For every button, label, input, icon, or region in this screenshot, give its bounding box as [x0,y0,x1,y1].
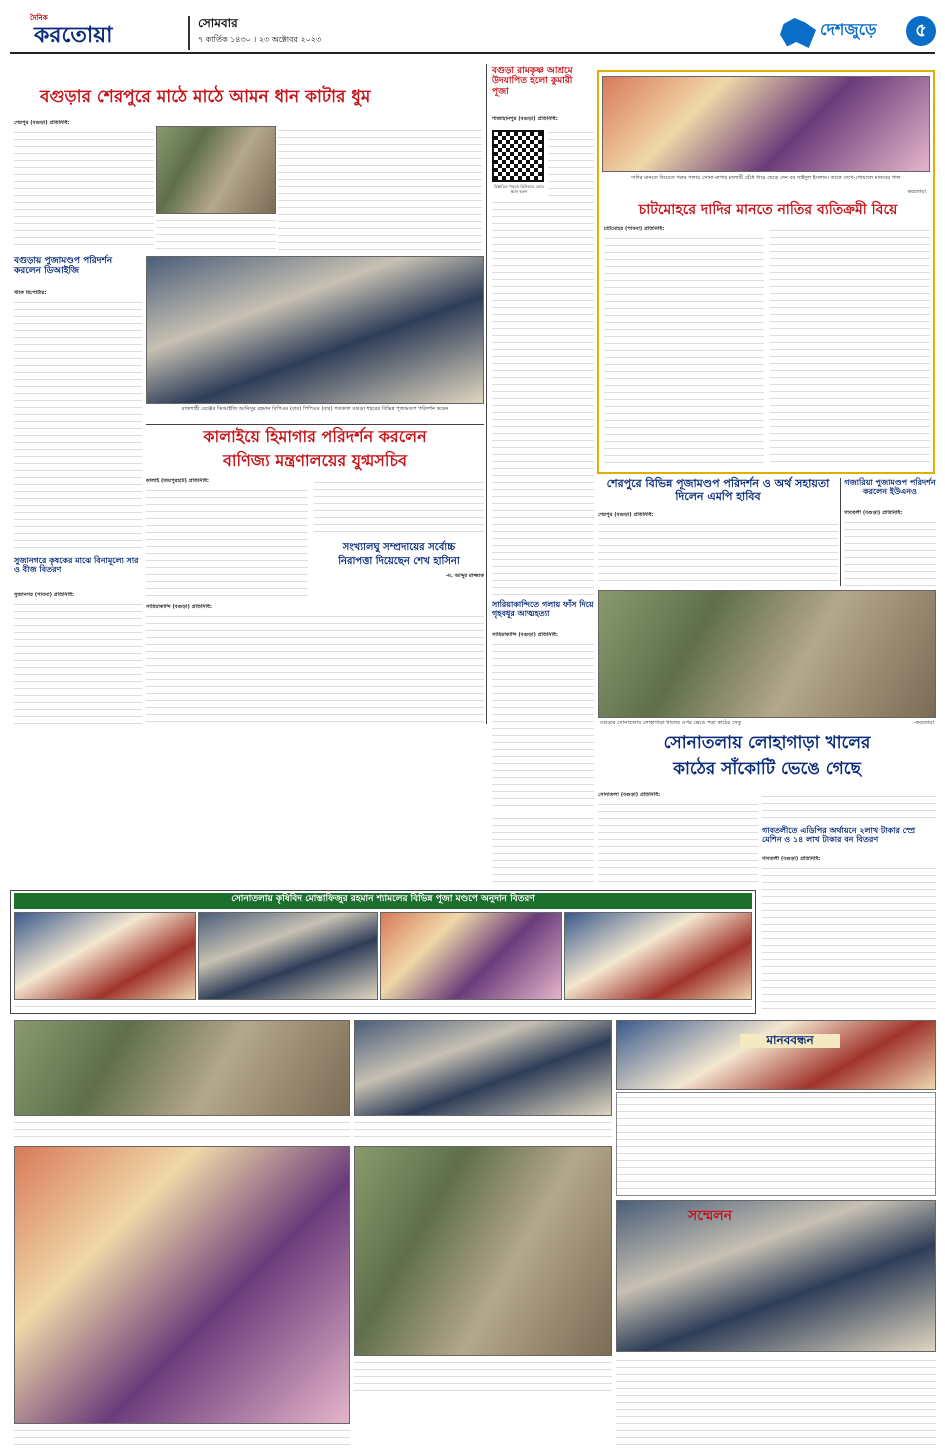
article-body [762,864,936,1014]
article-photo [598,590,936,718]
article-headline: কালাইয়ে হিমাগার পরিদর্শন করলেন [203,427,427,446]
column-divider [840,478,841,586]
masthead-divider [188,16,190,50]
article-dateline: গাবতলী (বগুড়া) প্রতিনিধি: [844,510,903,516]
article-headline: চাটমোহরে দাদির মানতে নাতির ব্যতিক্রমী বিয়ে [638,202,898,218]
article-body [492,640,594,810]
article-headline: বগুড়ার শেরপুরে মাঠে মাঠে আমন ধান কাটার ধুম [40,87,371,107]
article-body [14,128,154,250]
banner-title: সোনাতলায় কৃষিবিদ মোস্তাফিজুর রহমান শ্যামলের বিভিন্ন পূজা মণ্ডপে অনুদান বিতরণ [231,894,535,904]
newspaper-logo [30,14,170,50]
article-photo [198,912,378,1000]
article-headline: বগুড়া রামকৃষ্ণ আশ্রমে উদযাপিত হলো কুমারী পূজা [492,66,573,97]
article-dateline: গাবতলী (বগুড়া) প্রতিনিধি: [762,856,821,862]
issue-date: ৭ কার্তিক ১৪৩০ । ২৩ অক্টোবর ২০২৩ [198,35,322,44]
column-divider [486,64,487,724]
article-photo [616,1020,936,1090]
article-body [146,612,484,724]
photo-caption: বগুড়ার সোনাতলায় লোহাগাড়া খালের ওপর ভেঙে পড়া কাঠের সেতু [600,720,742,726]
article-body [598,800,758,886]
article-headline: সংখ্যালঘু সম্প্রদায়ের সর্বোচ্চ [342,542,456,553]
article-dateline: কালাই (জয়পুরহাট) প্রতিনিধি: [146,478,209,484]
article-dateline: শেরপুর (বগুড়া) প্রতিনিধি: [598,512,654,518]
photo-caption-text [616,1356,936,1446]
day-name: সোমবার [198,16,238,30]
article-photo [354,1146,612,1356]
article-body [314,478,484,536]
masthead [10,10,935,54]
article-body [598,520,838,586]
article-dateline: সোনাতলা (বগুড়া) প্রতিনিধি: [598,792,661,798]
photo-caption-text [14,1426,350,1446]
banner-text: সম্মেলন [687,1208,733,1224]
article-body [604,234,764,468]
article-photo [354,1020,612,1116]
article-dateline: স্টাফ রিপোর্টার: [14,290,47,296]
article-dateline: শাজাহানপুর (বগুড়া) প্রতিনিধি: [492,116,558,122]
article-photo [14,1020,350,1116]
article-body [146,486,308,602]
article-body [770,226,930,468]
bangladesh-map-icon [780,18,816,48]
section-badge [780,14,940,50]
article-body [492,198,594,596]
photo-caption-text [14,1118,350,1142]
photo-caption-text [354,1358,612,1394]
page-number: ৫ [906,16,936,46]
photo-caption-text [616,1092,936,1196]
article-headline: গজারিয়া পুজামণ্ডপ পরিদর্শন করলেন ইউএনও [844,477,936,497]
article-body [844,518,936,586]
banner-text: মানববন্ধন [740,1034,840,1048]
article-body [14,600,142,724]
photo-caption-text [354,1118,612,1142]
section-name: দেশজুড়ে [820,20,877,39]
article-body [14,298,142,550]
article-body [156,216,276,250]
photo-caption: রাজশাহী রেঞ্জের ডিআইজি আনিসুর রহমান বিপিএম (বার) পিপিএম (বার) গতকাল বগুড়া শহরের বিভিন্ন পূজামণ্ডপ পরিদর্শন করেন [181,406,449,412]
article-photo [602,76,930,172]
logo-name: করতোয়া [34,22,113,48]
article-headline: সুজানগরে কৃষকের মাঝে বিনামূল্যে সার ও বীজ বিতরণ [14,555,139,575]
article-body [762,792,936,822]
article-body [492,814,594,886]
article-dateline: চাটমোহর (পাবনা) প্রতিনিধি: [604,226,665,232]
qr-caption: বিস্তারিত পড়তে কিউআর কোড স্ক্যান করুন [493,184,545,195]
article-dateline: সুজানগর (পাবনা) প্রতিনিধি: [14,592,75,598]
article-photo [14,912,196,1000]
article-dateline: শেরপুর (বগুড়া) প্রতিনিধি: [14,120,70,126]
article-body [278,126,482,250]
article-headline: সারিয়াকান্দিতে গলায় ফাঁস দিয়ে গৃহবধূর আত্মহত্যা [492,599,594,619]
article-photo [14,1146,350,1424]
qr-code-icon[interactable] [492,130,544,182]
article-headline: শেরপুরে বিভিন্ন পূজামণ্ডপ পরিদর্শন ও অর্থ সহায়তা দিলেন এমপি হাবিব [606,477,830,503]
article-body [548,128,594,196]
photo-credit: করতোয়া [907,189,926,195]
article-photo [564,912,752,1000]
article-headline: কাঠের সাঁকোটি ভেঙে গেছে [673,759,861,779]
photo-credit: -করতোয়া [913,720,934,726]
photo-caption: দাদির মানতে বিয়েতে গরুর গলায় সোনা-রুপার মালাটি বেঁধে ধামে ছেড়ে দেন বর সাইদুল ইসলাম। তাকে দেখে-গোয়ালে মানবের পাল [631,175,901,181]
article-headline: সোনাতলায় লোহাগাড়া খালের [663,733,871,753]
photo-caption-text [14,1002,752,1012]
article-byline: -ম. আব্দুর রাজ্জাক [445,573,484,579]
article-headline: বাণিজ্য মন্ত্রণালয়ের যুগ্মসচিব [223,451,407,470]
article-photo [156,126,276,214]
article-dateline: সারিয়াকান্দি (বগুড়া) প্রতিনিধি: [146,604,212,610]
article-headline: নিরাপত্তা দিয়েছেন শেখ হাসিনা [338,556,460,567]
logo-prefix: দৈনিক [30,14,48,22]
divider [146,424,484,425]
article-headline: গাবতলীতে এডিপির অর্থায়নে ২লাখ টাকার স্প্রে মেশিন ও ১৪ লাখ টাকার বন বিতরণ [762,825,916,845]
article-dateline: সারিয়াকান্দি (বগুড়া) প্রতিনিধি: [492,632,558,638]
article-headline: বগুড়ায় পুজামণ্ডপ পরিদর্শন করলেন ডিআইজি [14,256,113,277]
article-photo [146,256,484,404]
article-photo [380,912,562,1000]
